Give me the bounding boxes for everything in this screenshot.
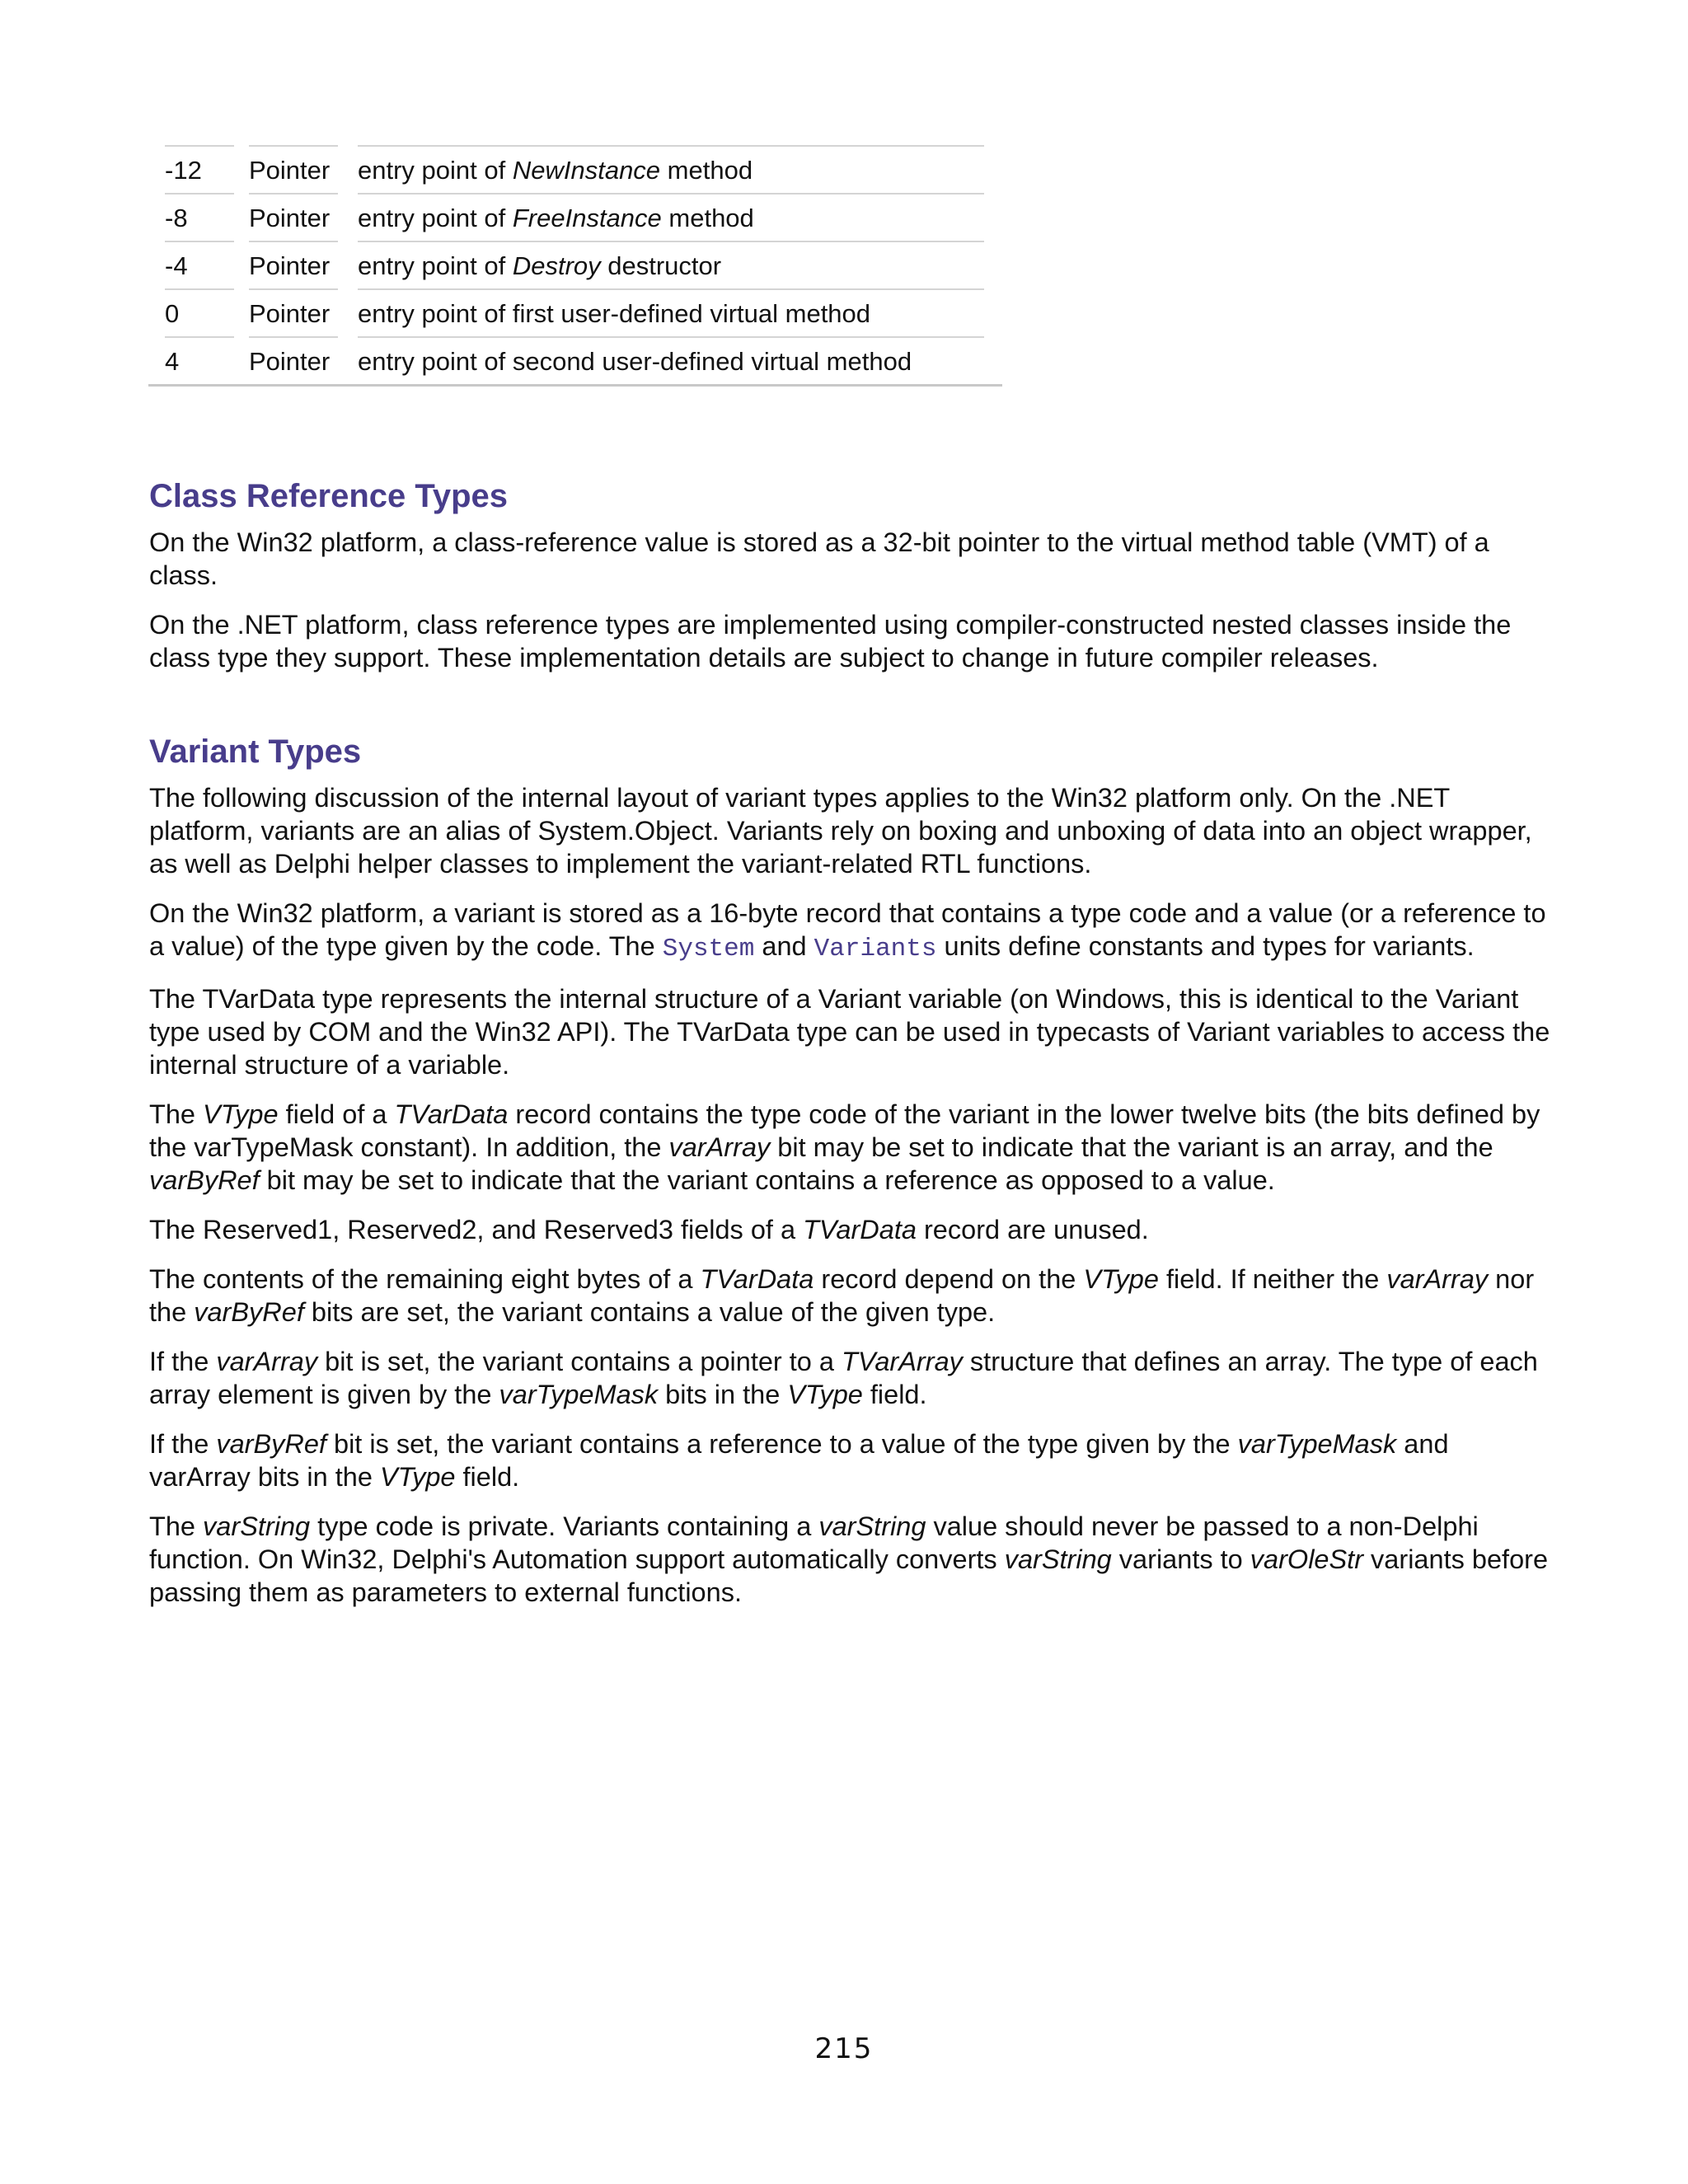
description-cell: entry point of first user-defined virtual method (358, 288, 984, 336)
table-row (148, 145, 1002, 193)
table-row (148, 336, 1002, 384)
paragraph: On the Win32 platform, a variant is stored as a 16-byte record that contains a type code and a value (or a reference to a value) of the type given by the code. The System and Variants units define constants and types for variants. (149, 898, 1546, 963)
paragraph: The TVarData type represents the internal structure of a Variant variable (on Windows, this is identical to the Variant type used by COM and the Win32 API). The TVarData type can be used in typecasts of Variant variables to access the internal structure of a variable. (149, 984, 1550, 1080)
section-heading-class-reference: Class Reference Types (149, 478, 509, 514)
offset-cell: -4 (165, 241, 234, 288)
offset-cell: -12 (165, 145, 234, 193)
description-cell: entry point of second user-defined virtual method (358, 336, 984, 384)
description-cell: entry point of Destroy destructor (358, 241, 984, 288)
table-row (148, 288, 1002, 336)
type-cell: Pointer (249, 193, 338, 241)
paragraph: If the varArray bit is set, the variant contains a pointer to a TVarArray structure that defines an array. The type of each array element is given by the varTypeMask bits in the VType field. (149, 1347, 1538, 1409)
type-cell: Pointer (249, 336, 338, 384)
table-row (148, 241, 1002, 288)
paragraph: The VType field of a TVarData record contains the type code of the variant in the lower twelve bits (the bits defined by the varTypeMask constant). In addition, the varArray bit may be set to indicate that the variant is an array, and the varByRef bit may be set to indicate that the variant contains a reference as opposed to a value. (149, 1099, 1540, 1195)
offset-cell: 0 (165, 288, 234, 336)
type-cell: Pointer (249, 145, 338, 193)
offset-cell: -8 (165, 193, 234, 241)
offset-cell: 4 (165, 336, 234, 384)
paragraph: The contents of the remaining eight bytes of a TVarData record depend on the VType field. If neither the varArray nor the varByRef bits are set, the variant contains a value of the given type. (149, 1264, 1535, 1327)
section-heading-variant-types: Variant Types (149, 733, 362, 770)
page-number: 215 (814, 2032, 874, 2065)
paragraph: The Reserved1, Reserved2, and Reserved3 fields of a TVarData record are unused. (149, 1215, 1149, 1244)
code-variants: Variants (814, 935, 937, 963)
description-cell: entry point of NewInstance method (358, 145, 984, 193)
type-cell: Pointer (249, 241, 338, 288)
table-row (148, 193, 1002, 241)
table-bottom-rule (148, 384, 1002, 387)
type-cell: Pointer (249, 288, 338, 336)
code-system: System (662, 935, 755, 963)
paragraph: On the .NET platform, class reference types are implemented using compiler-constructed nested classes inside the class type they support. These implementation details are subject to change in future compiler releases. (149, 610, 1512, 673)
paragraph: The varString type code is private. Variants containing a varString value should never be passed to a non-Delphi function. On Win32, Delphi's Automation support automatically converts varString variants to varOleStr variants before passing them as parameters to external functions. (149, 1511, 1549, 1607)
body-content (149, 475, 1550, 1609)
paragraph: On the Win32 platform, a class-reference value is stored as a 32-bit pointer to the virtual method table (VMT) of a class. (149, 527, 1489, 590)
paragraph: If the varByRef bit is set, the variant contains a reference to a value of the type given by the varTypeMask and varArray bits in the VType field. (149, 1429, 1449, 1492)
description-cell: entry point of FreeInstance method (358, 193, 984, 241)
paragraph: The following discussion of the internal layout of variant types applies to the Win32 platform only. On the .NET platform, variants are an alias of System.Object. Variants rely on boxing and unboxing of data into an object wrapper, as well as Delphi helper classes to implement the variant-related RTL functions. (149, 783, 1532, 879)
